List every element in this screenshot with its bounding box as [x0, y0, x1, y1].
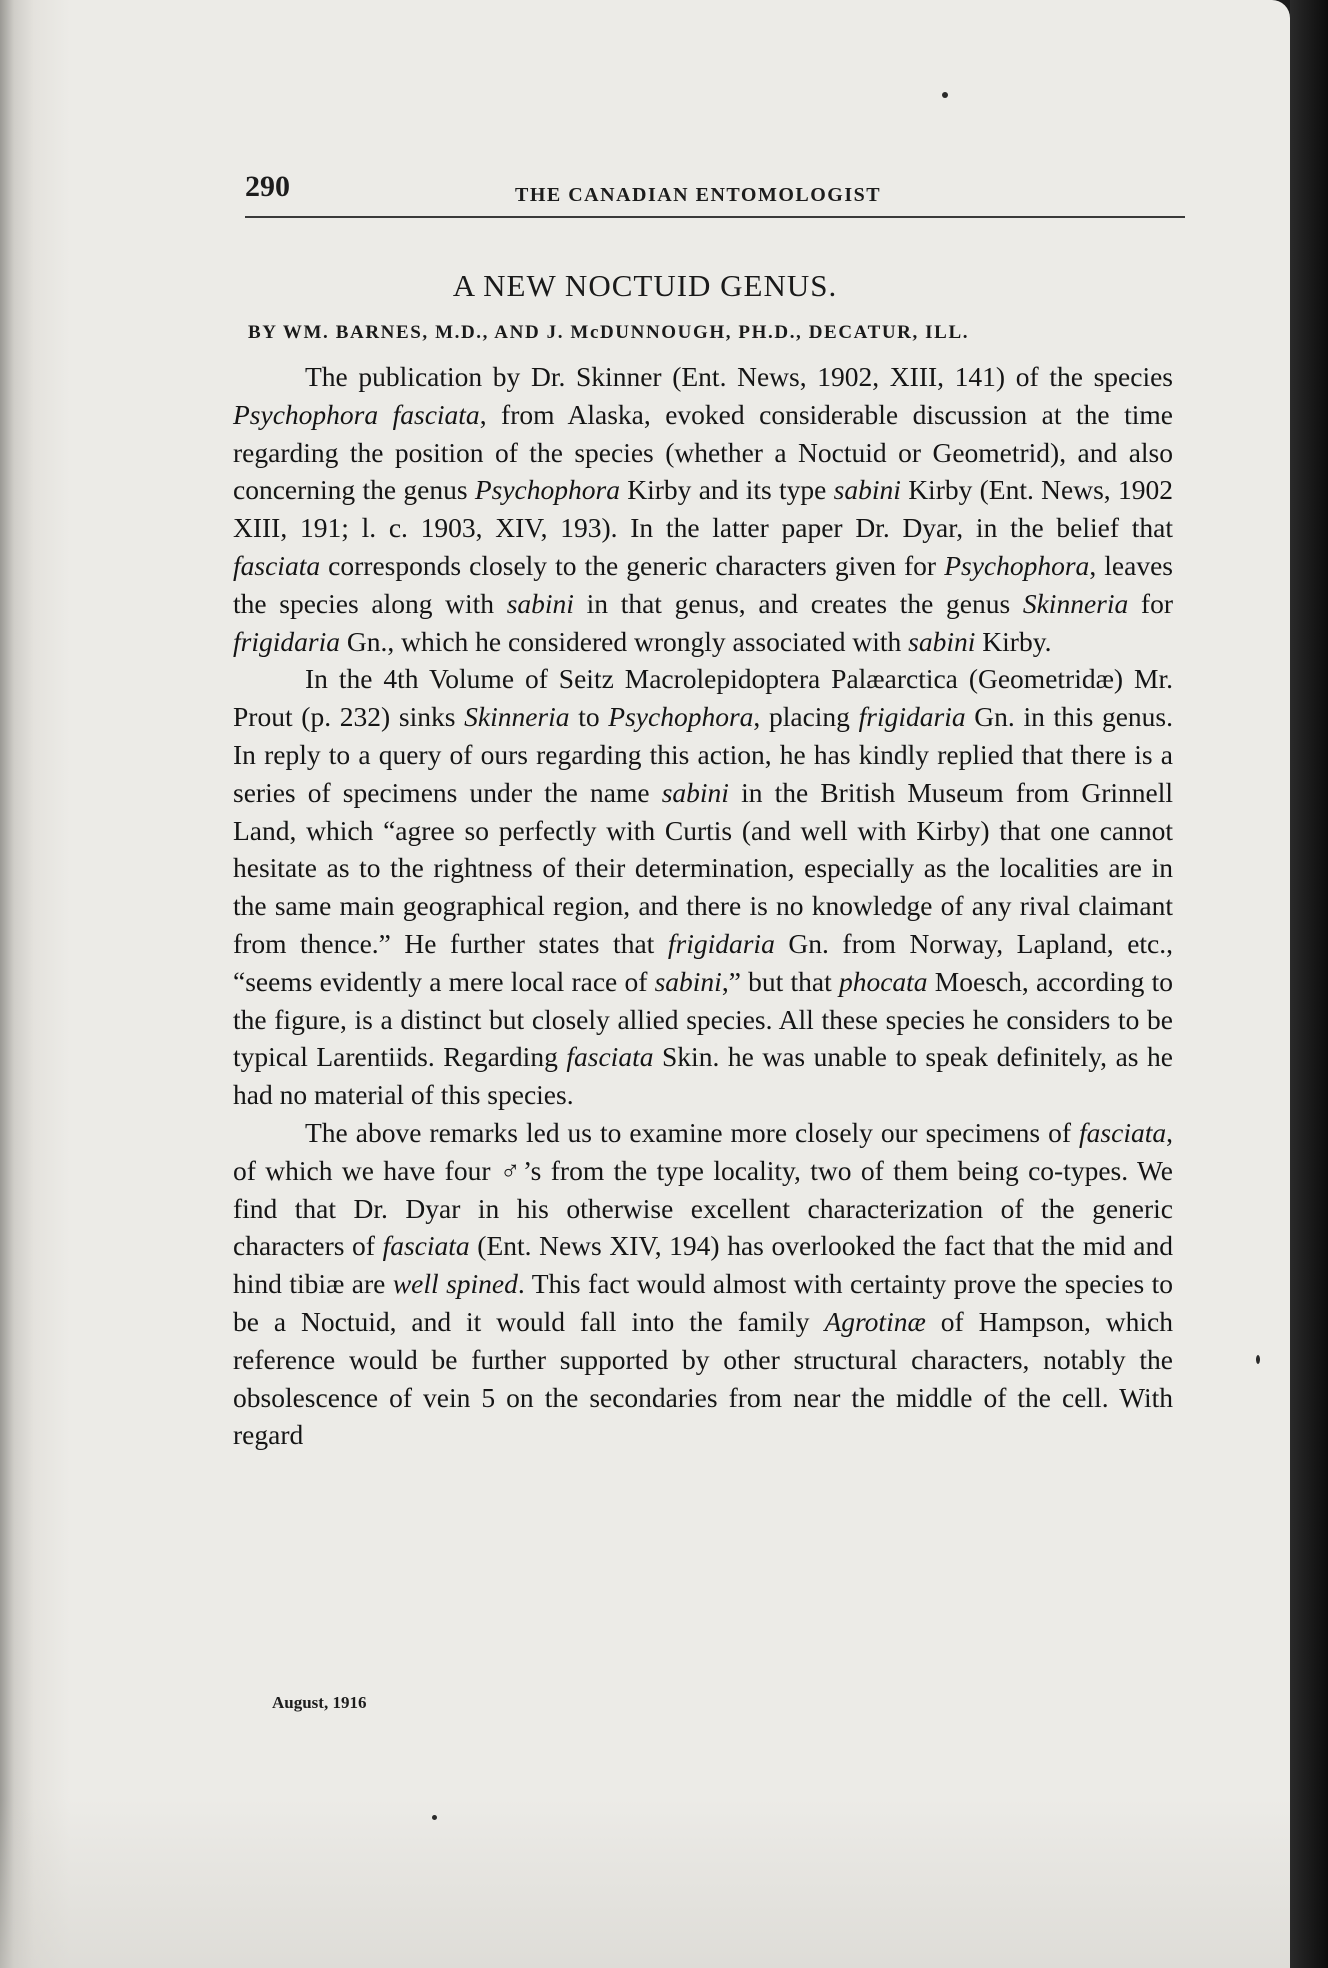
text-run: The publication by Dr. Skinner (Ent. News, 1902, XIII, 141) of the species: [305, 361, 1173, 392]
text-run: Skin. he was unable to speak definitely, as he had no material of this species.: [233, 1041, 1173, 1111]
text-run: , from Alaska, evoked considerable discussion at the time regarding the position of the species (whether a Noctuid or Geometrid), and also concerning the genus: [233, 398, 1173, 506]
text-run: to: [569, 701, 609, 733]
print-speck: [432, 1815, 437, 1820]
text-run: Moesch, according to the figure, is a distinct but closely allied species. All these species he considers to be typical Larentiids. Regarding: [233, 965, 1173, 1073]
text-run: Kirby and its type: [619, 474, 834, 506]
text-run: . This fact would almost with certainty prove the species to be a Noctuid, and it would fall into the family: [233, 1268, 1173, 1337]
text-run: Gn., which he considered wrongly associated with: [339, 625, 909, 657]
text-run: The above remarks led us to examine more closely our specimens of: [305, 1116, 1080, 1148]
issue-date: August, 1916: [272, 1693, 367, 1712]
italic-term: Psychophora fasciata: [233, 398, 480, 430]
italic-term: fasciata: [1079, 1116, 1167, 1148]
italic-term: frigidaria: [858, 701, 966, 733]
article-body: [233, 358, 1173, 1454]
text-run: Gn. in this genus. In reply to a query of ours regarding this action, he has kindly replied that there is a series of specimens under the name: [233, 701, 1174, 808]
italic-term: fasciata: [382, 1230, 470, 1262]
text-run: Kirby.: [975, 625, 1052, 657]
italic-term: sabini: [506, 587, 574, 619]
scanner-edge: [1290, 0, 1328, 1968]
article-byline: BY WM. BARNES, M.D., AND J. McDUNNOUGH, PH.D., DECATUR, ILL.: [248, 322, 970, 343]
text-run: In the 4th Volume of Seitz Macrolepidoptera Palæarctica (Geometridæ) Mr. Prout (p. 232) sinks: [233, 663, 1173, 733]
print-speck: [942, 92, 948, 98]
text-run: , of which we have four ♂’s from the type locality, two of them being co-types. We find that Dr. Dyar in his otherwise excellent characterization of the generic characters of: [233, 1116, 1173, 1262]
italic-term: sabini: [661, 776, 729, 808]
text-run: Kirby (Ent. News, 1902 XIII, 191; l. c. 1903, XIV, 193). In the latter paper Dr. Dyar, in the belief that: [233, 474, 1173, 544]
italic-term: Psychophora: [944, 549, 1090, 581]
italic-term: Skinneria: [1022, 587, 1129, 619]
body-paragraph: [233, 660, 1173, 1114]
text-run: in the British Museum from Grinnell Land, which “agree so perfectly with Curtis (and well with Kirby) that one cannot hesitate as to the rightness of their determination, especially as the localities are in the same main geographical region, and there is no knowledge of any rival claimant from thence.” He further states that: [233, 776, 1173, 959]
text-run: in that genus, and creates the genus: [573, 587, 1023, 619]
italic-term: sabini: [833, 474, 901, 506]
italic-term: frigidaria: [667, 927, 775, 959]
italic-term: Agrotinæ: [824, 1305, 926, 1337]
italic-term: Psychophora: [474, 474, 620, 506]
text-run: , placing: [753, 701, 859, 733]
italic-term: Psychophora: [608, 701, 754, 733]
italic-term: Skinneria: [464, 701, 570, 733]
text-run: , leaves the species along with: [233, 549, 1173, 619]
italic-term: phocata: [838, 965, 928, 997]
body-paragraph: [233, 358, 1173, 660]
italic-term: sabini: [908, 625, 976, 657]
text-run: ,” but that: [721, 965, 839, 997]
italic-term: sabini: [654, 965, 722, 997]
text-run: for: [1128, 587, 1173, 619]
body-paragraph: [233, 1114, 1173, 1454]
journal-title: THE CANADIAN ENTOMOLOGIST: [515, 184, 882, 206]
print-speck: [1256, 1355, 1260, 1364]
italic-term: well spined: [392, 1268, 518, 1300]
text-run: corresponds closely to the generic characters given for: [320, 549, 945, 581]
page-number: 290: [245, 170, 290, 203]
page-bottom-shading: [0, 1798, 1290, 1968]
text-run: Gn. from Norway, Lapland, etc., “seems evidently a mere local race of: [233, 927, 1174, 997]
text-run: (Ent. News XIV, 194) has overlooked the fact that the mid and hind tibiæ are: [233, 1230, 1173, 1300]
text-run: of Hampson, which reference would be further supported by other structural characters, notably the obsolescence of vein 5 on the secondaries from near the middle of the cell. With regard: [233, 1305, 1173, 1451]
italic-term: fasciata: [233, 549, 321, 581]
article-title: A NEW NOCTUID GENUS.: [452, 268, 838, 303]
italic-term: fasciata: [566, 1041, 654, 1073]
running-head: [245, 170, 1185, 218]
italic-term: frigidaria: [233, 625, 340, 657]
